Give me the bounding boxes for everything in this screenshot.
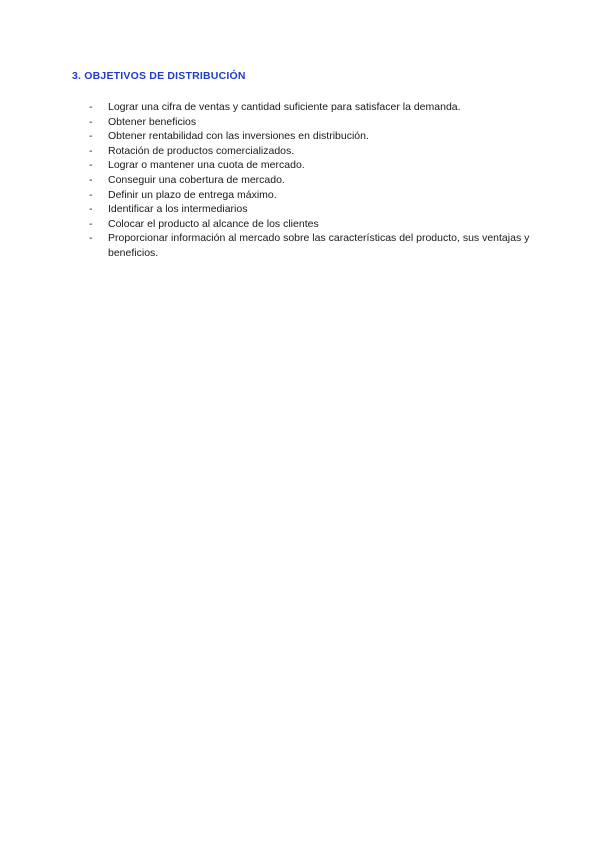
list-item: - Rotación de productos comercializados.	[89, 144, 295, 157]
list-item: - Obtener rentabilidad con las inversiones en distribución.	[89, 130, 369, 143]
list-item: - Identificar a los intermediarios	[89, 203, 248, 216]
list-item: - Colocar el producto al alcance de los clientes	[89, 217, 319, 230]
list-item: - Conseguir una cobertura de mercado.	[89, 173, 285, 186]
objectives-list	[72, 100, 532, 261]
list-item: - Lograr una cifra de ventas y cantidad suficiente para satisfacer la demanda.	[89, 101, 461, 113]
list-item: - Lograr o mantener una cuota de mercado.	[89, 159, 305, 172]
list-item: - Definir un plazo de entrega máximo.	[89, 188, 277, 201]
list-item: - Obtener beneficios	[89, 115, 197, 128]
section-3-heading: 3. OBJETIVOS DE DISTRIBUCIÓN	[72, 70, 246, 82]
list-item: - Proporcionar información al mercado sobre las características del producto, sus ventajas y beneficios.	[89, 232, 530, 259]
